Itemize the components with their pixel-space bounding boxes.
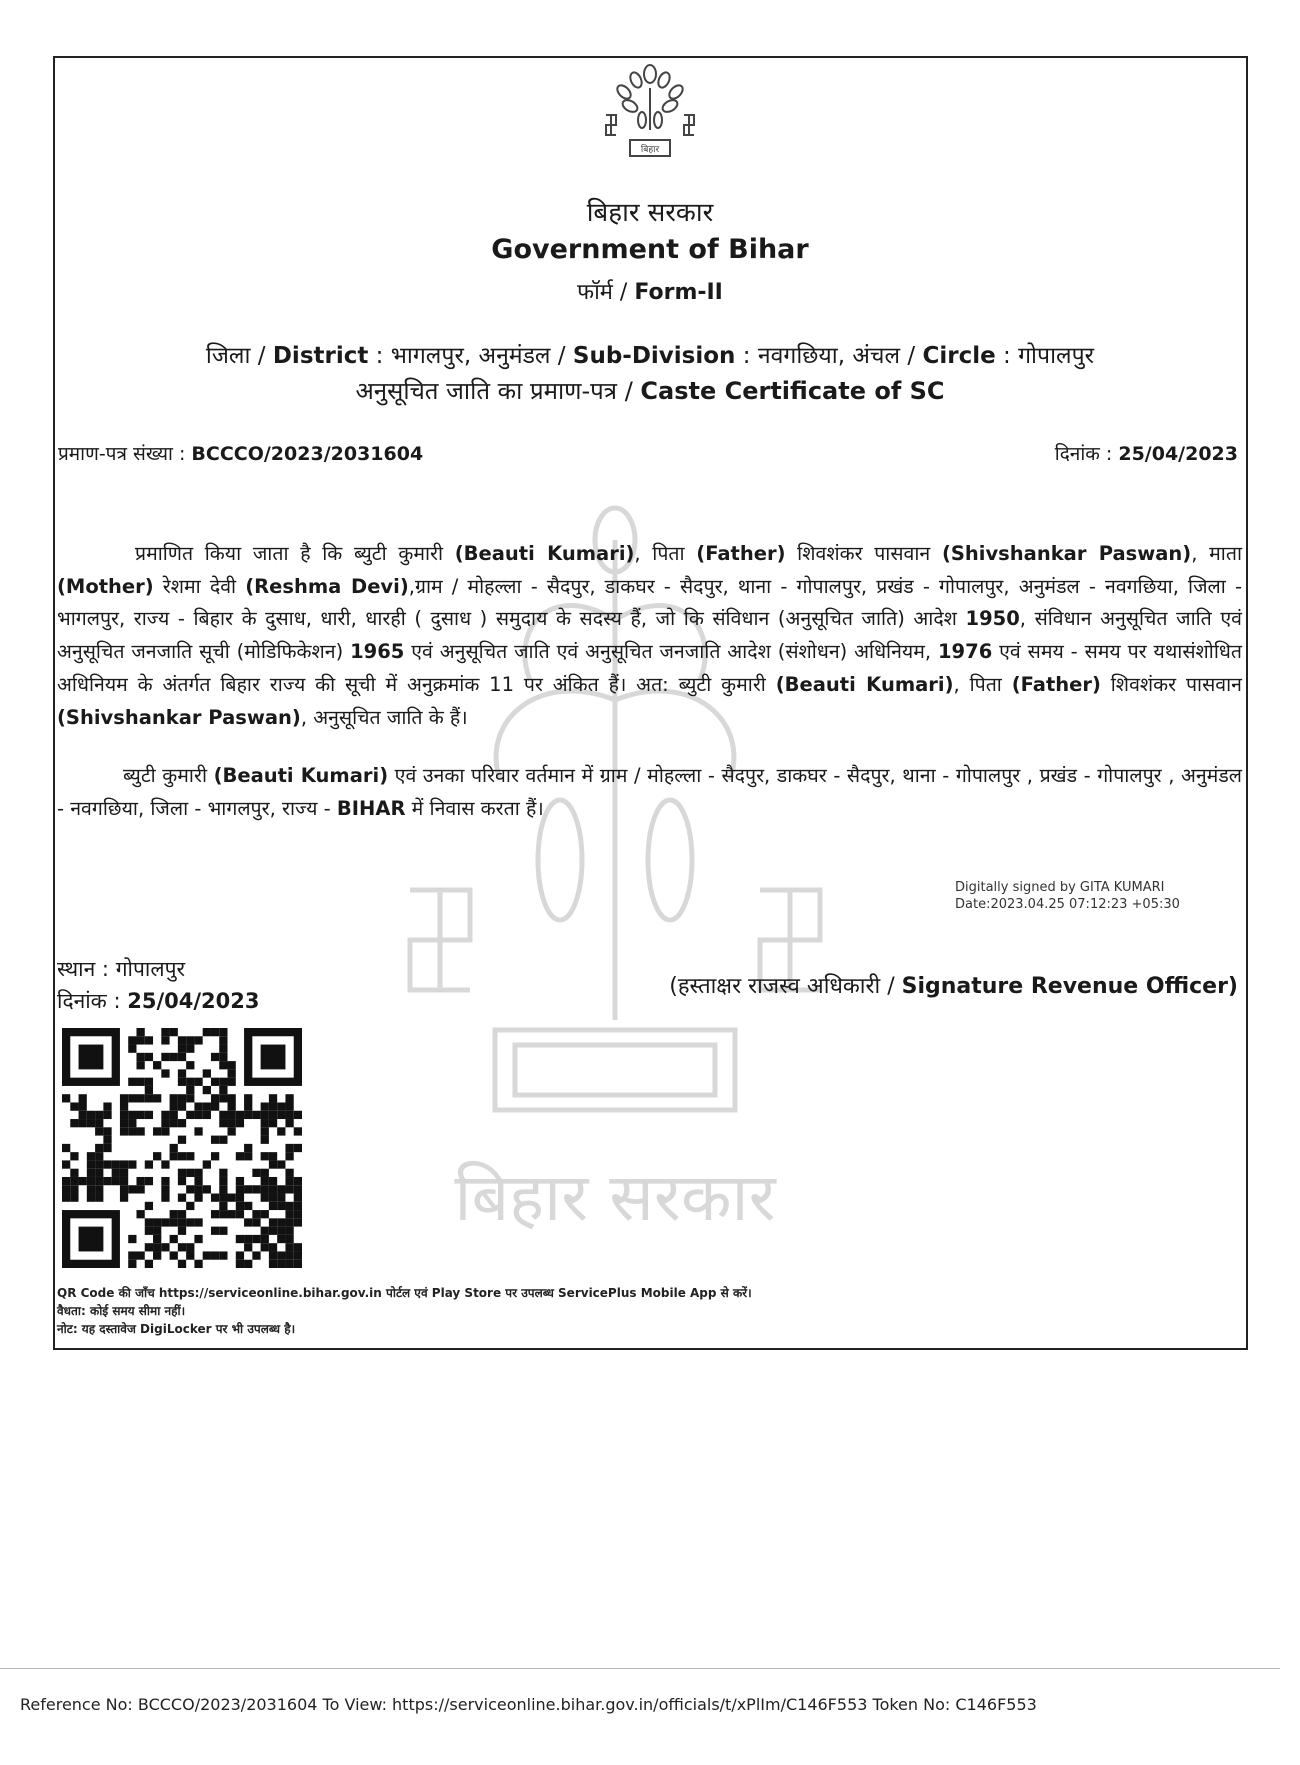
reference-footer: Reference No: BCCCO/2023/2031604 To View: https://serviceonline.bihar.gov.in/officials/t/xPlIm/C146F553 Token No: C146F553 bbox=[20, 1695, 1037, 1714]
footer-divider bbox=[0, 1668, 1280, 1669]
svg-text:बिहार सरकार: बिहार सरकार bbox=[454, 1159, 776, 1236]
residence-paragraph: ब्युटी कुमारी (Beauti Kumari) एवं उनका परिवार वर्तमान में ग्राम / मोहल्ला - सैदपुर, डाकघर - सैदपुर, थाना - गोपालपुर , प्रखंड - गोपालपुर , अनुमंडल - नवगछिया, जिला - भागलपुर, राज्य - BIHAR में निवास करता हैं। bbox=[57, 764, 1242, 820]
digilocker-note: नोट: यह दस्तावेज DigiLocker पर भी उपलब्ध है। bbox=[57, 1322, 296, 1336]
revenue-officer-signature-label: (हस्ताक्षर राजस्व अधिकारी / Signature Revenue Officer) bbox=[669, 974, 1238, 999]
notes-section bbox=[57, 1284, 752, 1338]
bihar-emblem-icon bbox=[600, 60, 700, 165]
english-title: Government of Bihar bbox=[491, 234, 809, 265]
issue-date-line: दिनांक : 25/04/2023 bbox=[57, 989, 260, 1013]
certificate-body-paragraph: प्रमाणित किया जाता है कि ब्युटी कुमारी (Beauti Kumari), पिता (Father) शिवशंकर पासवान (Shivshankar Paswan), माता (Mother) रेशमा देवी (Reshma Devi),ग्राम / मोहल्ला - सैदपुर, डाकघर - सैदपुर, थाना - गोपालपुर, प्रखंड - गोपालपुर, अनुमंडल - नवगछिया, जिला - भागलपुर, राज्य - बिहार के दुसाध, धारी, धारही ( दुसाध ) समुदाय के सदस्य हैं, जो कि संविधान (अनुसूचित जाति) आदेश 1950, संविधान अनुसूचित जाति एवं अनुसूचित जनजाति सूची (मोडिफिकेशन) 1965 एवं अनुसूचित जाति एवं अनुसूचित जनजाति आदेश (संशोधन) अधिनियम, 1976 एवं समय - समय पर यथासंशोधित अधिनियम के अंतर्गत बिहार राज्य की सूची में अनुक्रमांक 11 पर अंकित हैं। अत: ब्युटी कुमारी (Beauti Kumari), पिता (Father) शिवशंकर पासवान (Shivshankar Paswan), अनुसूचित जाति के हैं। bbox=[57, 542, 1242, 729]
certificate-title: अनुसूचित जाति का प्रमाण-पत्र / Caste Certificate of SC bbox=[355, 377, 945, 405]
qr-code bbox=[62, 1028, 302, 1268]
district-line: जिला / District : भागलपुर, अनुमंडल / Sub-Division : नवगछिया, अंचल / Circle : गोपालपुर bbox=[205, 343, 1095, 369]
place-line: स्थान : गोपालपुर bbox=[57, 957, 186, 981]
certificate-number: प्रमाण-पत्र संख्या : BCCCO/2023/2031604 bbox=[58, 443, 424, 465]
svg-text:बिहार: बिहार bbox=[640, 145, 660, 155]
qr-verification-note: QR Code की जाँच https://serviceonline.bihar.gov.in पोर्टल एवं Play Store पर उपलब्ध ServicePlus Mobile App से करें। bbox=[57, 1286, 752, 1300]
hindi-title: बिहार सरकार bbox=[586, 198, 714, 228]
digital-signature: Digitally signed by GITA KUMARI Date:2023.04.25 07:12:23 +05:30 bbox=[955, 880, 1180, 912]
validity-note: वैधता: कोई समय सीमा नहीं। bbox=[57, 1304, 186, 1318]
form-label: फॉर्म / Form-II bbox=[577, 280, 723, 305]
certificate-date: दिनांक : 25/04/2023 bbox=[1054, 443, 1238, 465]
